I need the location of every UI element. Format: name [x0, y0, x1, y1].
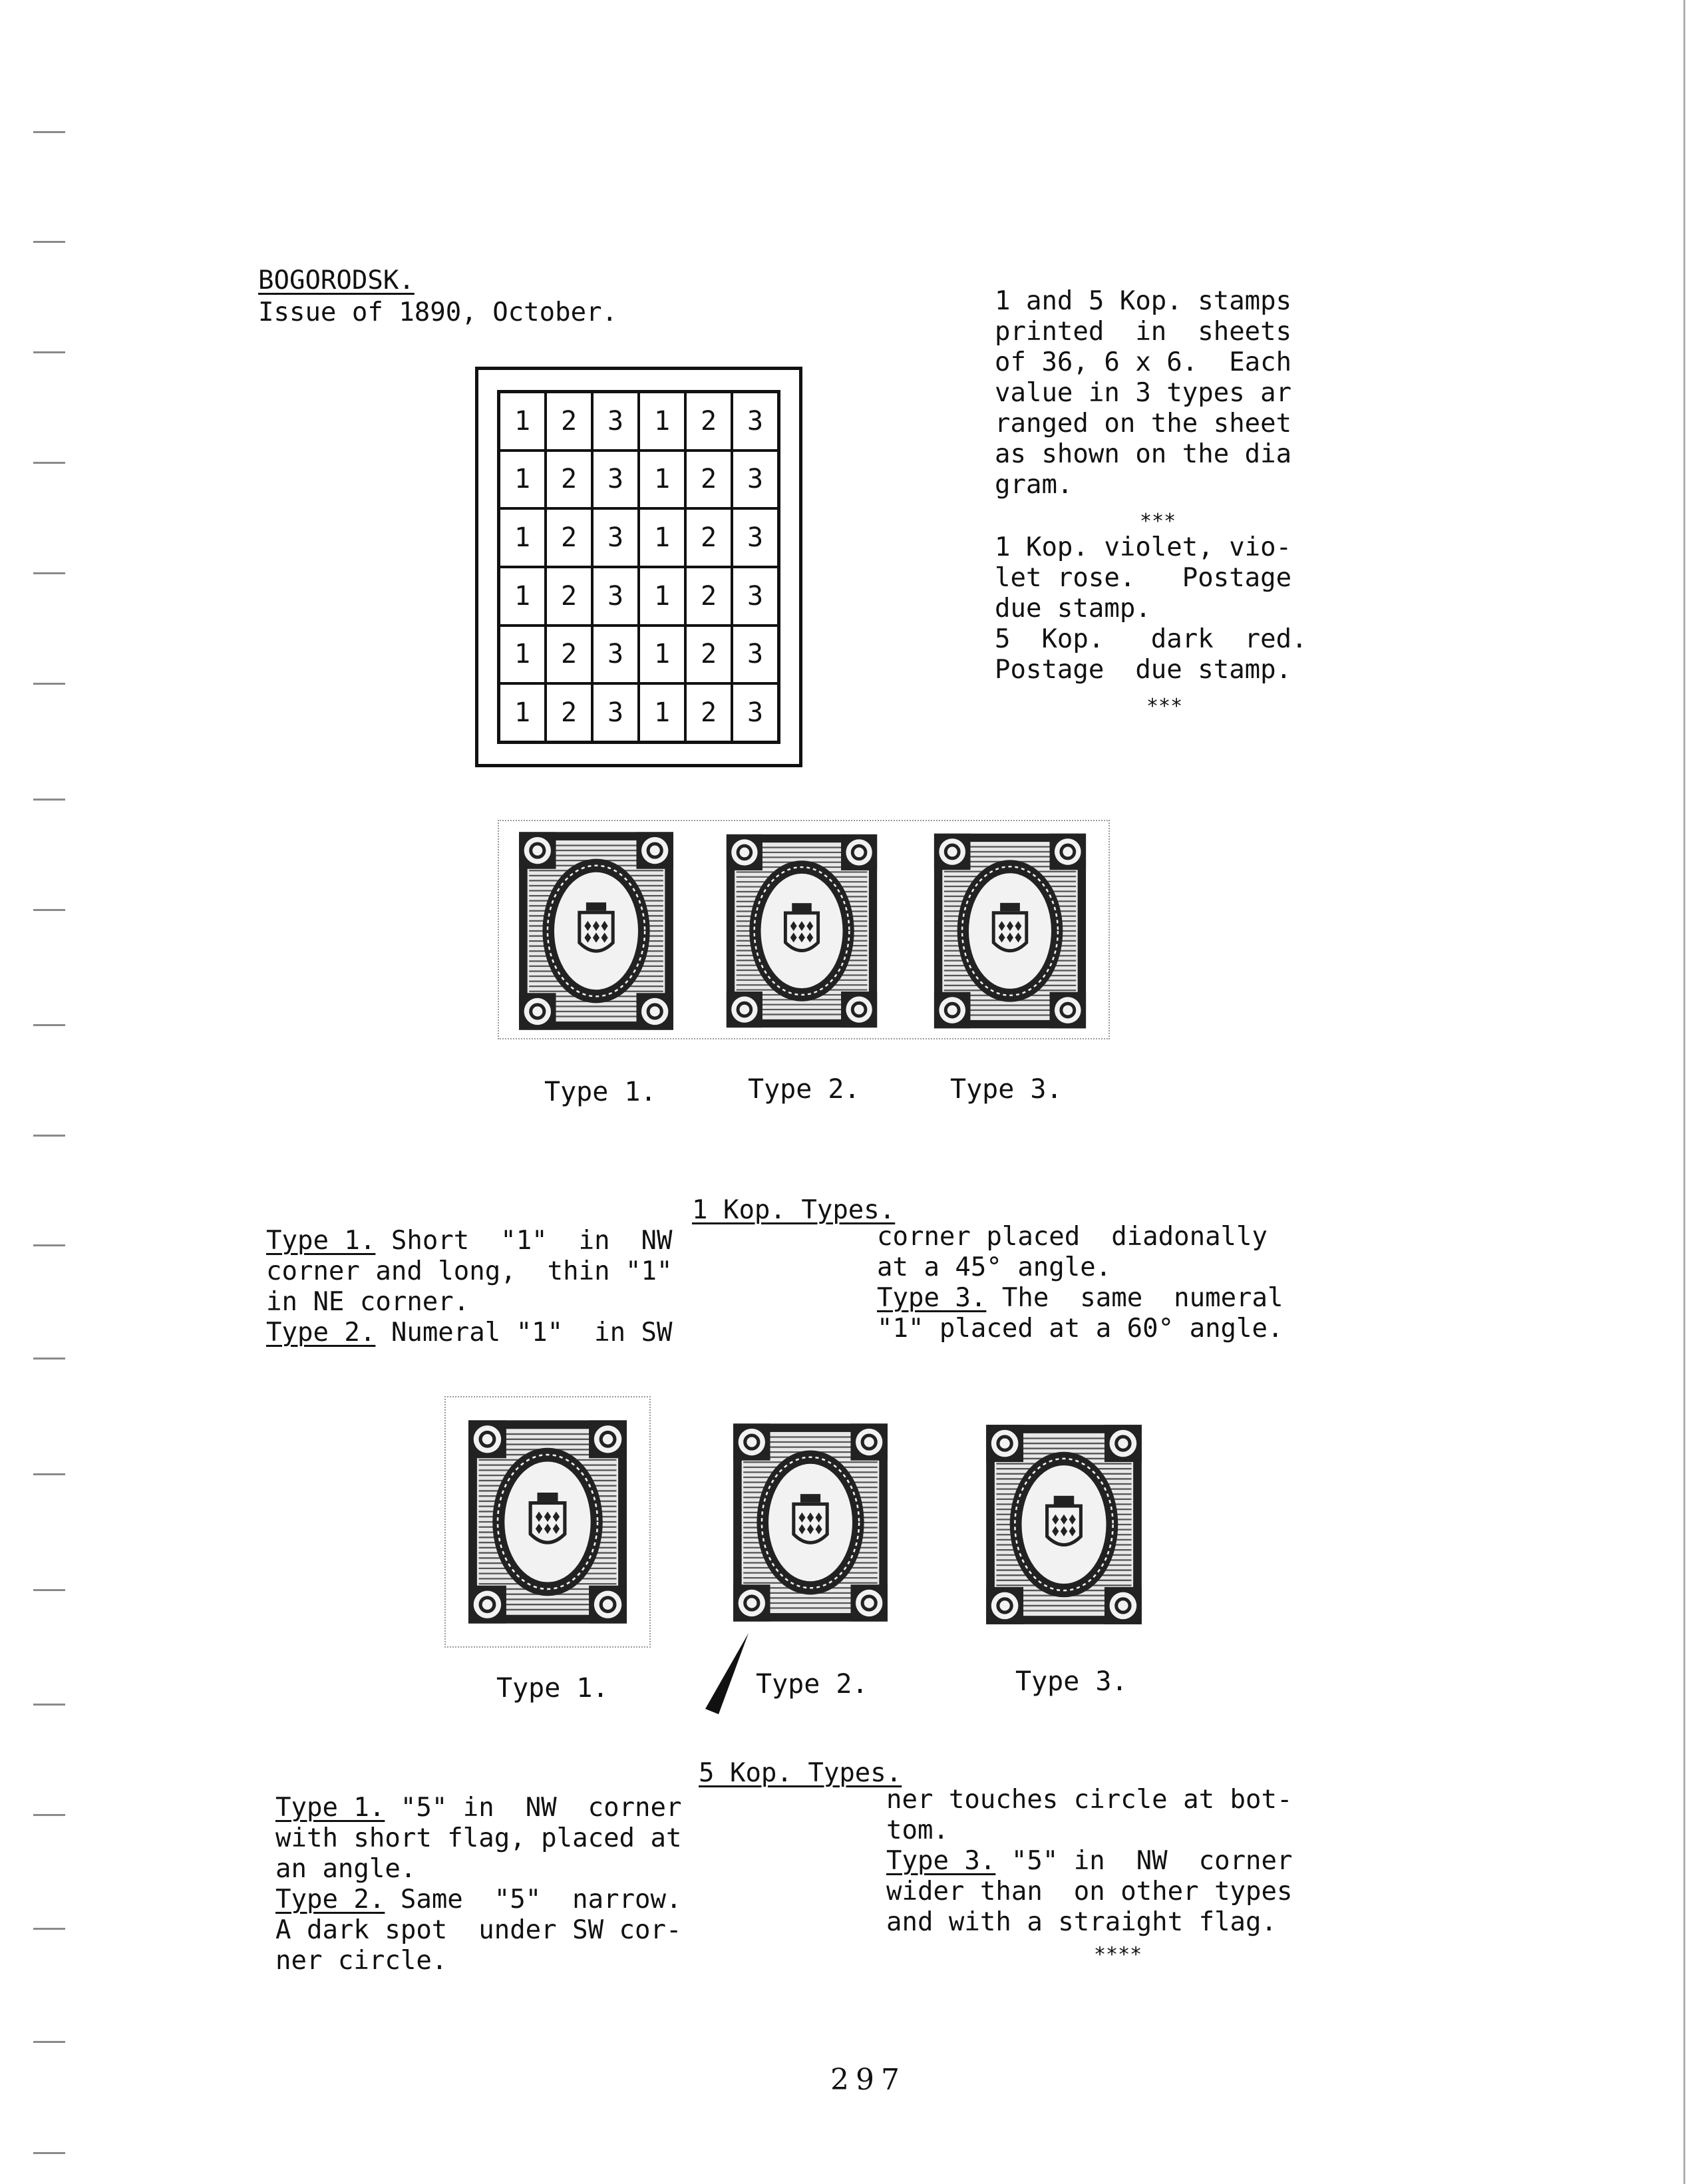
kop5-types-right-column — [886, 1785, 1293, 1938]
type-description: A dark spot under SW cor- — [275, 1915, 682, 1945]
text-line: gram. — [995, 470, 1073, 500]
type-label: Type 3. — [886, 1846, 996, 1876]
sheet-cell: 1 — [499, 392, 546, 451]
separator-stars-2: *** — [1146, 695, 1183, 718]
text-line — [886, 1815, 1293, 1846]
page-number: 297 — [830, 2063, 906, 2097]
text-line — [877, 1222, 1283, 1252]
text-line — [275, 1946, 682, 1976]
kop1-stamp-type-3 — [928, 825, 1093, 1037]
kop1-types-heading: 1 Kop. Types. — [692, 1195, 896, 1225]
type-description: "5" in NW corner — [995, 1846, 1293, 1876]
kop5-stamp-type-2 — [727, 1416, 894, 1629]
text-line — [275, 1793, 682, 1823]
text-line: let rose. Postage — [995, 563, 1292, 593]
text-line: Postage due stamp. — [995, 655, 1292, 685]
kop1-caption-type-2: Type 2. — [748, 1074, 860, 1105]
sheet-cell: 1 — [639, 392, 685, 451]
text-line — [886, 1907, 1293, 1938]
kop5-stamp-type-3 — [979, 1417, 1148, 1632]
kop1-stamp-type-1 — [512, 825, 680, 1037]
type-description: corner and long, thin "1" — [266, 1256, 673, 1286]
sheet-cell: 3 — [592, 683, 639, 742]
type-description: "5" in NW corner — [385, 1793, 682, 1823]
type-description: ner circle. — [275, 1946, 448, 1976]
text-line: 1 Kop. violet, vio- — [995, 532, 1292, 562]
text-line — [266, 1287, 673, 1318]
kop5-stamp-type-1 — [459, 1413, 636, 1630]
intro-text — [995, 286, 1291, 500]
kop1-types-right-column — [877, 1222, 1283, 1344]
type-label: Type 2. — [275, 1885, 385, 1914]
text-line: due stamp. — [995, 594, 1151, 624]
text-line — [275, 1854, 682, 1885]
sheet-cell: 2 — [685, 392, 732, 451]
type-description: tom. — [886, 1815, 949, 1845]
text-line — [266, 1256, 673, 1287]
type-description: Same "5" narrow. — [385, 1885, 682, 1914]
type-description: an angle. — [275, 1854, 417, 1884]
sheet-cell: 3 — [732, 451, 778, 509]
separator-stars: *** — [1140, 510, 1176, 533]
sheet-cell: 3 — [592, 392, 639, 451]
kop5-types-left-column — [275, 1793, 682, 1976]
text-line: 5 Kop. dark red. — [995, 624, 1307, 654]
sheet-cell: 1 — [499, 626, 546, 684]
sheet-cell: 1 — [639, 683, 685, 742]
text-line — [266, 1318, 673, 1348]
text-line: of 36, 6 x 6. Each — [995, 347, 1292, 377]
kop1-caption-type-3: Type 3. — [950, 1074, 1063, 1105]
type-description: in NE corner. — [266, 1287, 470, 1317]
type-description: and with a straight flag. — [886, 1907, 1277, 1937]
sheet-cell: 3 — [732, 567, 778, 626]
type-description: ner touches circle at bot- — [886, 1785, 1293, 1815]
type-label: Type 3. — [877, 1283, 987, 1313]
type-description: "1" placed at a 60° angle. — [877, 1314, 1283, 1344]
sheet-cell: 3 — [732, 508, 778, 567]
sheet-cell: 2 — [546, 567, 592, 626]
issue-subtitle: Issue of 1890, October. — [258, 297, 618, 327]
separator-stars-3: **** — [1094, 1943, 1142, 1966]
sheet-cell: 3 — [592, 451, 639, 509]
sheet-cell: 1 — [499, 567, 546, 626]
sheet-cell: 3 — [732, 626, 778, 684]
text-line — [266, 1226, 673, 1256]
sheet-cell: 1 — [639, 626, 685, 684]
text-line — [886, 1877, 1293, 1907]
kop5-types-heading: 5 Kop. Types. — [699, 1758, 902, 1788]
text-line — [275, 1885, 682, 1915]
sheet-cell: 2 — [685, 567, 732, 626]
text-line: value in 3 types ar — [995, 378, 1292, 408]
type-description: at a 45° angle. — [877, 1252, 1112, 1282]
sheet-cell: 3 — [592, 567, 639, 626]
type-description: wider than on other types — [886, 1877, 1293, 1907]
sheet-cell: 3 — [592, 508, 639, 567]
sheet-cell: 3 — [592, 626, 639, 684]
kop1-types-left-column — [266, 1226, 673, 1348]
sheet-cell: 1 — [639, 451, 685, 509]
values-text — [995, 532, 1307, 685]
sheet-cell: 2 — [685, 626, 732, 684]
page-edge — [1683, 0, 1685, 2184]
type-description: with short flag, placed at — [275, 1823, 682, 1853]
text-line — [886, 1785, 1293, 1815]
sheet-cell: 2 — [685, 683, 732, 742]
type-label: Type 1. — [275, 1793, 385, 1823]
sheet-diagram-grid — [497, 390, 780, 744]
type-description: Numeral "1" in SW — [375, 1318, 673, 1348]
sheet-cell: 1 — [639, 508, 685, 567]
sheet-cell: 1 — [499, 451, 546, 509]
text-line: printed in sheets — [995, 317, 1292, 347]
sheet-cell: 1 — [639, 567, 685, 626]
sheet-cell: 2 — [685, 451, 732, 509]
text-line: as shown on the dia — [995, 439, 1292, 469]
sheet-cell: 1 — [499, 508, 546, 567]
sheet-cell: 2 — [685, 508, 732, 567]
sheet-cell: 2 — [546, 451, 592, 509]
sheet-cell: 2 — [546, 626, 592, 684]
type-label: Type 1. — [266, 1226, 376, 1256]
kop1-stamp-type-2 — [720, 825, 884, 1037]
sheet-cell: 1 — [499, 683, 546, 742]
sheet-cell: 2 — [546, 508, 592, 567]
text-line — [275, 1823, 682, 1854]
text-line — [877, 1283, 1283, 1314]
text-line: ranged on the sheet — [995, 409, 1292, 439]
text-line: 1 and 5 Kop. stamps — [995, 286, 1292, 316]
kop5-caption-type-3: Type 3. — [1015, 1666, 1128, 1697]
type-description: Short "1" in NW — [375, 1226, 673, 1256]
text-line — [275, 1915, 682, 1946]
sheet-cell: 3 — [732, 392, 778, 451]
text-line — [877, 1252, 1283, 1283]
page-title: BOGORODSK. — [258, 266, 415, 295]
type-description: corner placed diadonally — [877, 1222, 1268, 1252]
kop5-caption-type-1: Type 1. — [496, 1673, 609, 1704]
pointer-arrow-icon — [699, 1630, 752, 1717]
text-line — [886, 1846, 1293, 1877]
kop5-caption-type-2: Type 2. — [756, 1669, 868, 1700]
sheet-cell: 2 — [546, 683, 592, 742]
sheet-cell: 2 — [546, 392, 592, 451]
kop1-caption-type-1: Type 1. — [544, 1077, 657, 1107]
text-line — [877, 1314, 1283, 1344]
type-description: The same numeral — [986, 1283, 1283, 1313]
type-label: Type 2. — [266, 1318, 376, 1348]
sheet-cell: 3 — [732, 683, 778, 742]
